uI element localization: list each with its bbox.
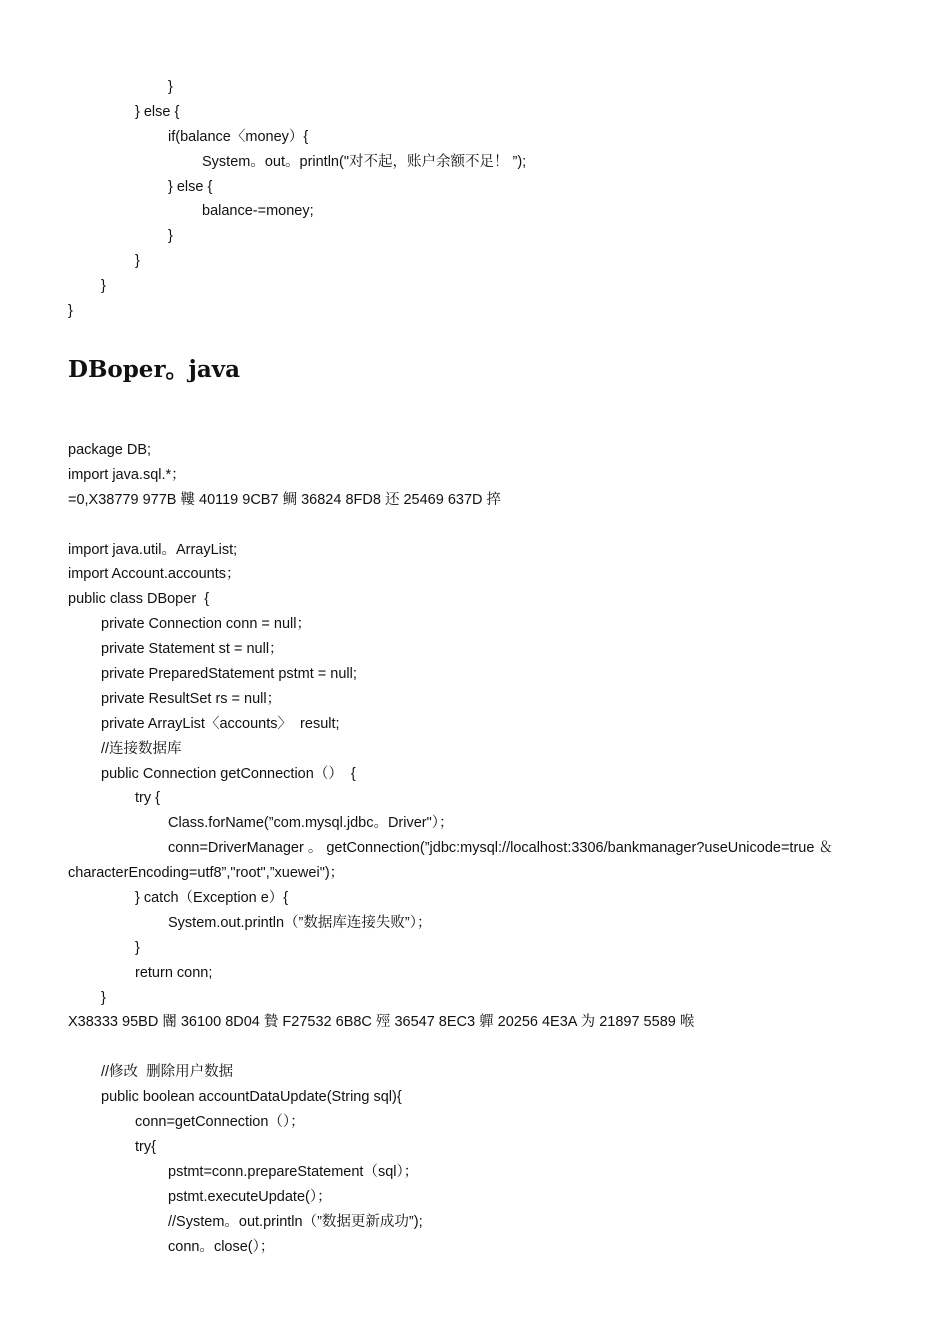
code-line: } bbox=[135, 939, 140, 956]
code-line: } else { bbox=[135, 103, 180, 120]
code-block-top bbox=[68, 75, 910, 324]
code-line: import java.util。ArrayList; bbox=[68, 541, 238, 558]
code-line: conn=getConnection（）； bbox=[135, 1114, 305, 1131]
code-block-main bbox=[68, 438, 910, 1259]
code-line: if(balance〈money）{ bbox=[168, 128, 309, 145]
code-comment: //连接数据库 bbox=[101, 740, 182, 757]
code-line: pstmt.executeUpdate(）； bbox=[168, 1188, 332, 1205]
code-line: } bbox=[135, 253, 140, 270]
code-line: } bbox=[101, 278, 106, 295]
code-line: =0,X38779 977B 鞻 40119 9CB7 鲷 36824 8FD8 还 25469 637D 捽 bbox=[68, 491, 502, 508]
code-line: System.out.println（”数据库连接失败”）； bbox=[168, 914, 432, 931]
code-line: import Account.accounts； bbox=[68, 566, 241, 583]
code-line: private ResultSet rs = null； bbox=[101, 690, 282, 707]
code-line: } bbox=[68, 303, 73, 320]
section-heading: DBoper。java bbox=[68, 356, 241, 383]
code-line: package DB; bbox=[68, 442, 152, 458]
code-line: balance-=money; bbox=[202, 203, 314, 220]
code-line: public Connection getConnection（） { bbox=[101, 765, 356, 782]
code-line: public boolean accountDataUpdate(String sql){ bbox=[101, 1089, 402, 1106]
code-line: System。out。println("对不起，账户余额不足！ ”); bbox=[202, 153, 527, 170]
code-line: } bbox=[168, 79, 173, 95]
code-line: Class.forName(”com.mysql.jdbc。Driver"）； bbox=[168, 815, 454, 832]
code-line: conn=DriverManager 。 getConnection(”jdbc:mysql://localhost:3306/bankmanager?useUnicode=true ＆ bbox=[168, 840, 833, 857]
code-line: X38333 95BD 閽 36100 8D04 贄 F27532 6B8C 殌 36547 8EC3 軃 20256 4E3A 为 21897 5589 喉 bbox=[68, 1014, 695, 1031]
code-line: private Statement st = null； bbox=[101, 641, 284, 658]
code-line: private PreparedStatement pstmt = null; bbox=[101, 666, 357, 683]
code-line: conn。close(）； bbox=[168, 1238, 275, 1255]
code-line: private ArrayList〈accounts〉 result; bbox=[101, 715, 340, 732]
code-line: } catch（Exception e）{ bbox=[135, 890, 289, 907]
code-line-continuation: characterEncoding=utf8”,"root",”xuewei")； bbox=[68, 865, 345, 882]
code-comment: //修改 删除用户数据 bbox=[101, 1064, 234, 1081]
code-line: private Connection conn = null； bbox=[101, 616, 311, 633]
code-line: return conn; bbox=[135, 964, 213, 981]
blank-line bbox=[68, 1035, 910, 1060]
code-line: pstmt=conn.prepareStatement（sql）； bbox=[168, 1163, 419, 1180]
code-line: try { bbox=[135, 790, 160, 807]
code-line: import java.sql.*； bbox=[68, 466, 186, 483]
code-comment: //System。out.println（”数据更新成功”); bbox=[168, 1213, 423, 1230]
code-line: } bbox=[168, 228, 173, 245]
code-line: try{ bbox=[135, 1138, 156, 1155]
blank-line bbox=[68, 513, 910, 538]
code-line: } bbox=[101, 989, 106, 1006]
code-line: } else { bbox=[168, 178, 213, 195]
code-line: public class DBoper { bbox=[68, 591, 210, 608]
